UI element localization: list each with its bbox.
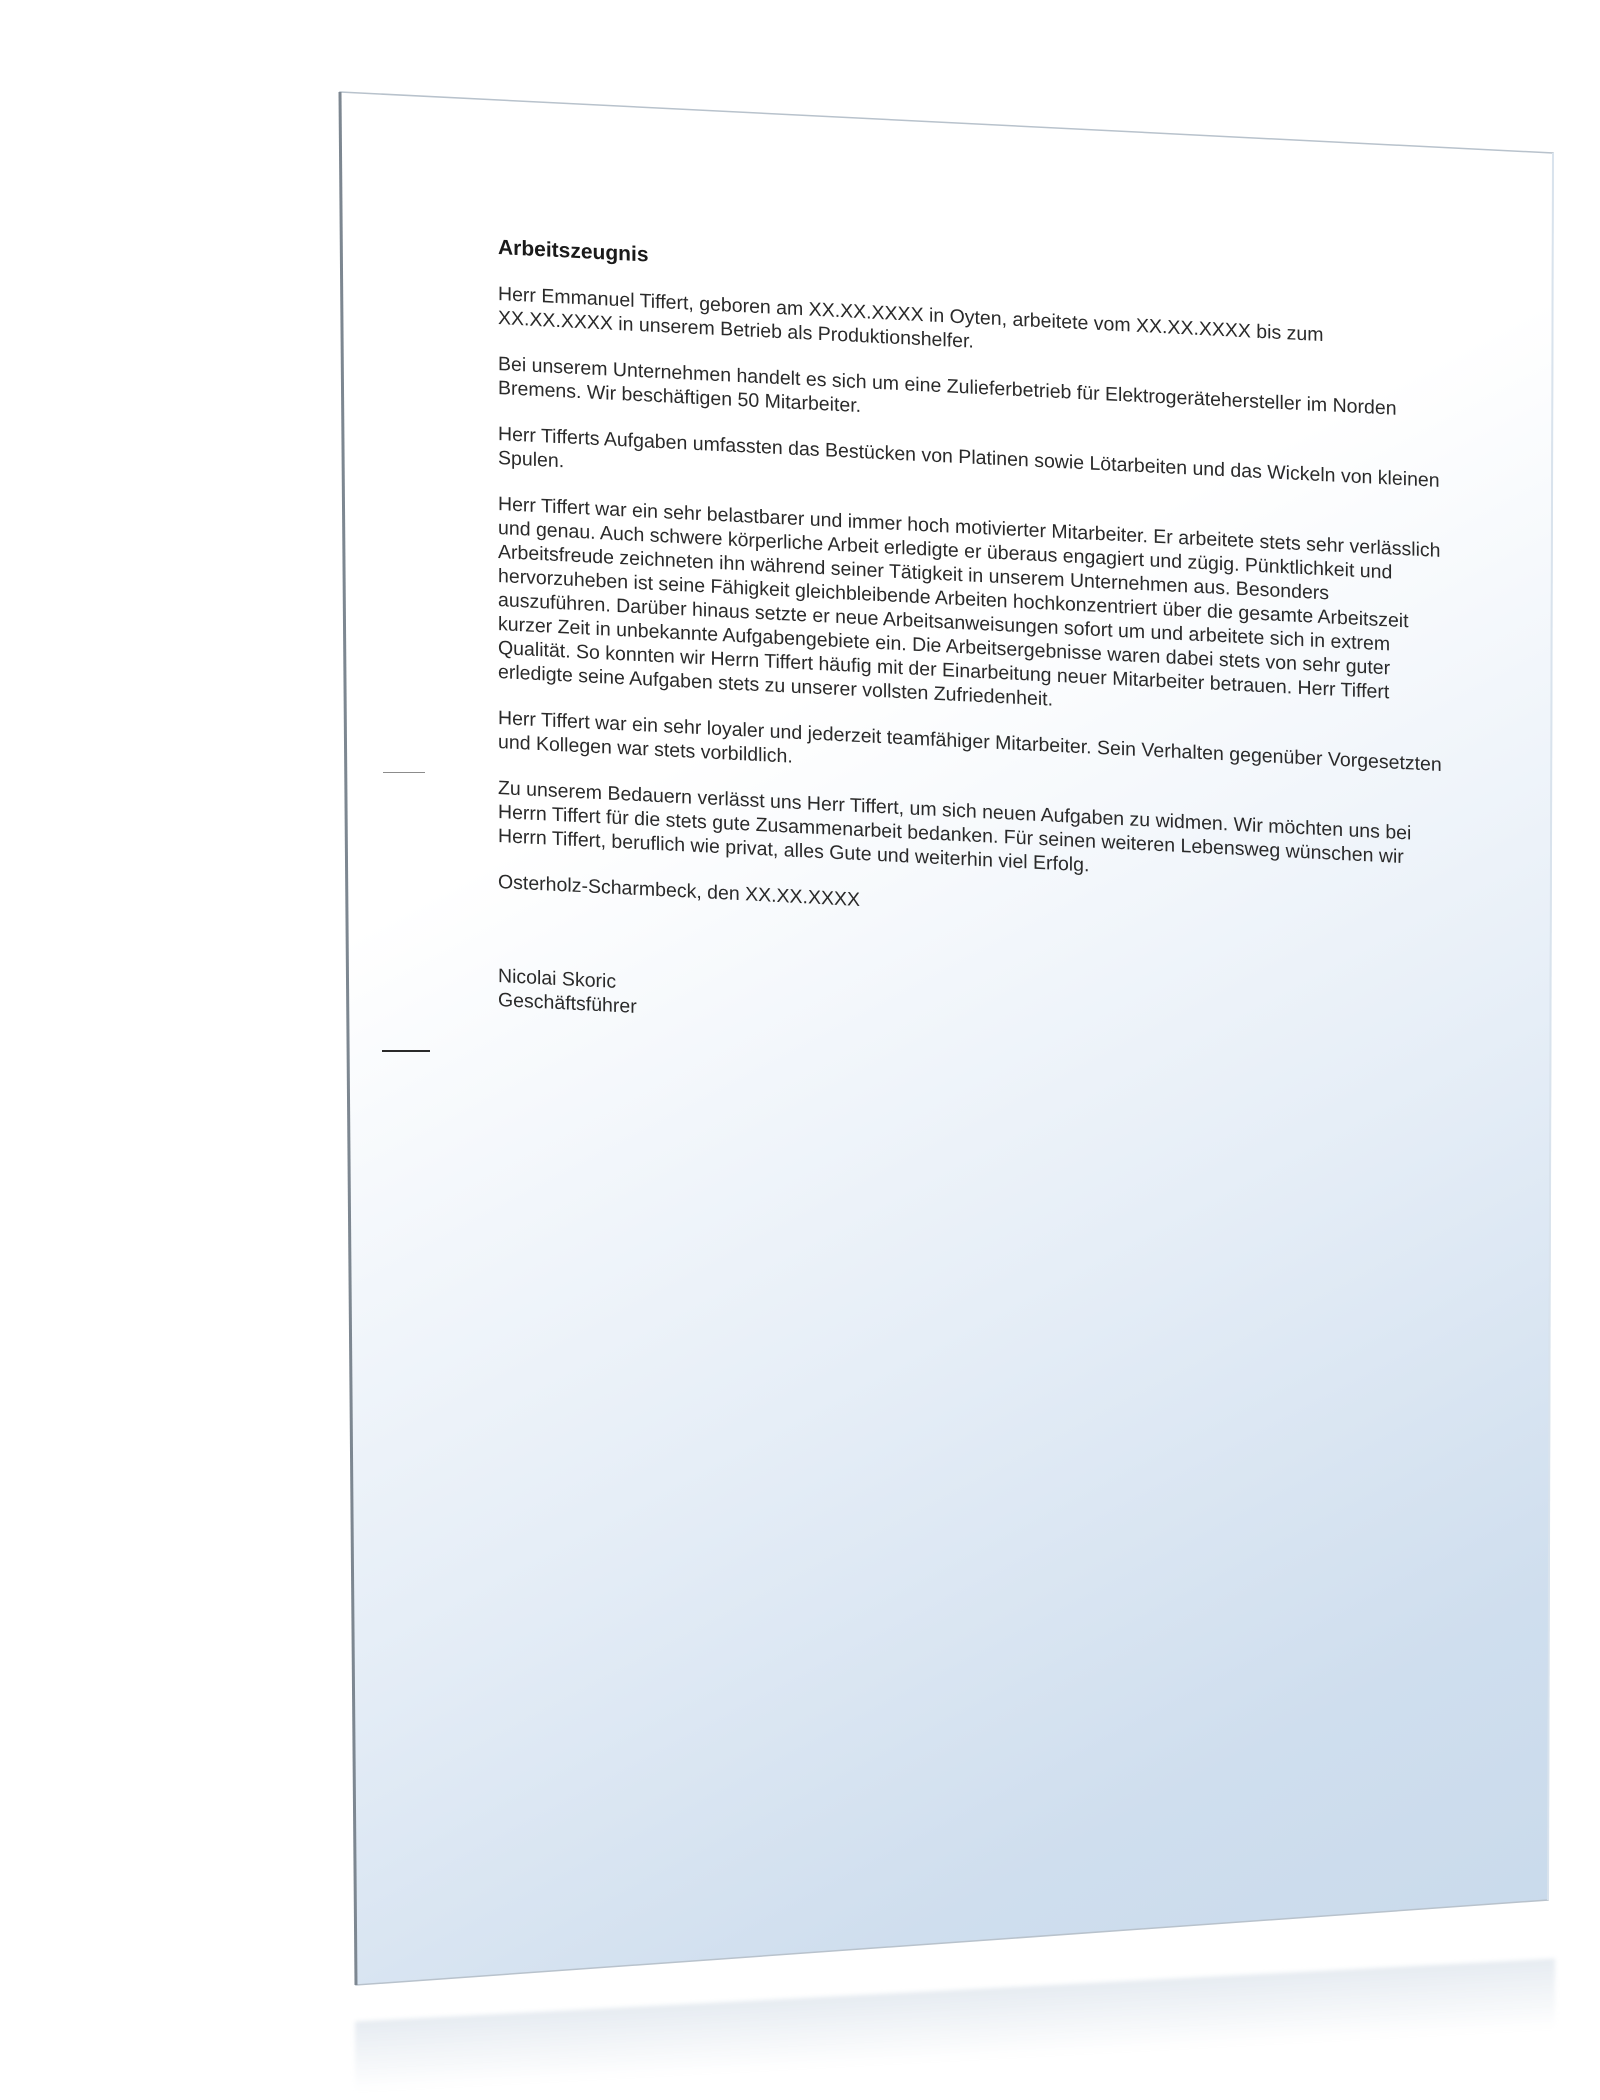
paragraph-tasks: Herr Tifferts Aufgaben umfassten das Bestücken von Platinen sowie Lötarbeiten und das Wickeln von kleinen Spulen. [498, 423, 1440, 492]
paragraph-employment: Herr Emmanuel Tiffert, geboren am XX.XX.XXXX in Oyten, arbeitete vom XX.XX.XXXX bis zum XX.XX.XXXX in unserem Betrieb als Produktionshelfer. [498, 283, 1324, 353]
fold-mark [383, 772, 425, 773]
document-title: Arbeitszeugnis [498, 236, 649, 267]
signer-name: Nicolai Skoric [498, 965, 617, 993]
document-content [498, 236, 1443, 1059]
place-date: Osterholz-Scharmbeck, den XX.XX.XXXX [498, 871, 860, 912]
punch-mark [382, 1050, 430, 1052]
paragraph-farewell: Zu unserem Bedauern verlässt uns Herr Tiffert, um sich neuen Aufgaben zu widmen. Wir möchten uns bei Herrn Tiffert für die stets gute Zusammenarbeit bedanken. Für seinen weiteren Lebensweg wünschen wir Herrn Tiffert, beruflich wie privat, alles Gute und weiterhin viel Erfolg. [498, 777, 1412, 877]
sheet-reflection [355, 1959, 1555, 2092]
paragraph-performance: Herr Tiffert war ein sehr belastbarer und immer hoch motivierter Mitarbeiter. Er arbeitete stets sehr verlässlich und genau. Auch schwere körperliche Arbeit erledigte er überaus engagiert und zügig. Pünktlichkeit und Arbeitsfreude zeichneten ihn während seiner Tätigkeit in unserem Unternehmen aus. Besonders hervorzuheben ist seine Fähigkeit gleichbleibende Arbeiten hochkonzentriert über die gesamte Arbeitszeit auszuführen. Darüber hinaus setzte er neue Arbeitsanweisungen sofort um und arbeitete sich in extrem kurzer Zeit in unbekannte Aufgabengebiete ein. Die Arbeitsergebnisse waren dabei stets von sehr guter Qualität. So konnten wir Herrn Tiffert häufig mit der Einarbeitung neuer Mitarbeiter betrauen. Herr Tiffert erledigte seine Aufgaben stets zu unserer vollsten Zufriedenheit. [498, 493, 1441, 711]
signer-role: Geschäftsführer [498, 989, 637, 1018]
paragraph-conduct: Herr Tiffert war ein sehr loyaler und jederzeit teamfähiger Mitarbeiter. Sein Verhalten gegenüber Vorgesetzten und Kollegen war stets vorbildlich. [498, 707, 1442, 776]
paragraph-company: Bei unserem Unternehmen handelt es sich um eine Zulieferbetrieb für Elektrogerätehersteller im Norden Bremens. Wir beschäftigen 50 Mitarbeiter. [498, 353, 1397, 420]
